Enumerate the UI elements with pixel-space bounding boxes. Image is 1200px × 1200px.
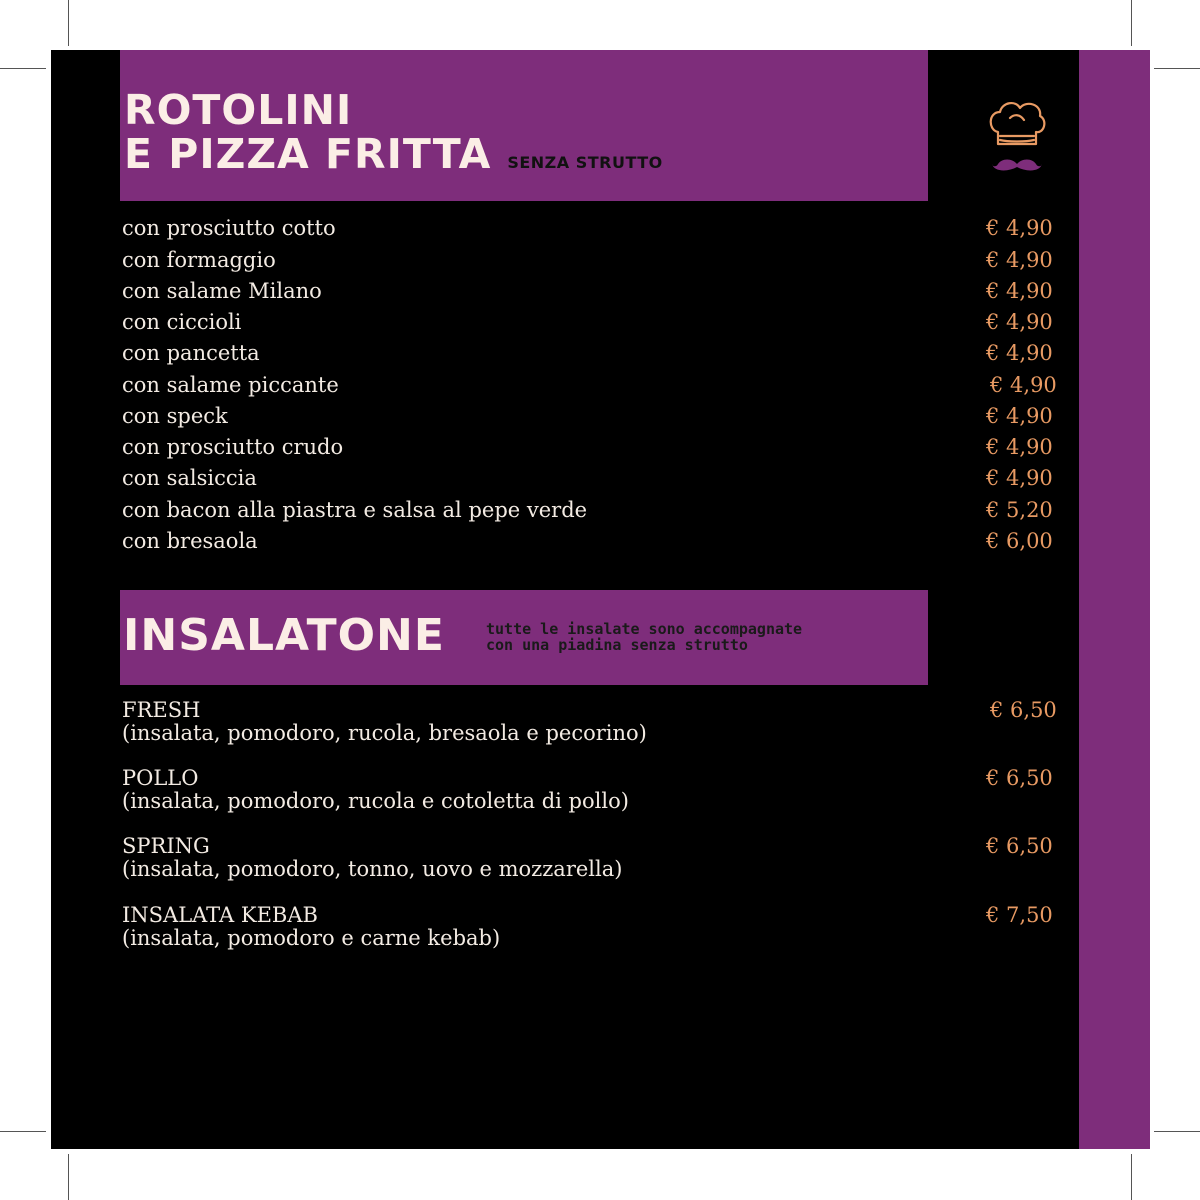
- section-header-rotolini: [120, 50, 928, 201]
- salad-price: € 7,50: [986, 903, 1053, 927]
- insalate-note-line-1: tutte le insalate sono accompagnate: [486, 620, 803, 638]
- item-price: € 4,90: [986, 341, 1053, 365]
- salad-name: POLLO: [122, 766, 199, 790]
- salad-price: € 6,50: [986, 834, 1053, 858]
- item-price: € 5,20: [986, 498, 1053, 522]
- salad-description: (insalata, pomodoro, rucola, bresaola e pecorino): [122, 721, 647, 745]
- salad-description: (insalata, pomodoro, rucola e cotoletta di pollo): [122, 789, 629, 813]
- salad-name: FRESH: [122, 698, 201, 722]
- item-price: € 4,90: [986, 310, 1053, 334]
- item-name: con salsiccia: [122, 466, 257, 490]
- item-name: con bresaola: [122, 529, 258, 553]
- crop-mark: [1154, 68, 1200, 69]
- salad-description: (insalata, pomodoro e carne kebab): [122, 926, 501, 950]
- crop-mark: [1131, 1154, 1132, 1200]
- item-price: € 4,90: [986, 279, 1053, 303]
- senza-strutto-note: SENZA STRUTTO: [507, 153, 663, 172]
- item-price: € 4,90: [986, 404, 1053, 428]
- item-name: con ciccioli: [122, 310, 242, 334]
- item-price: € 4,90: [990, 373, 1057, 397]
- title-line-2-text: E PIZZA FRITTA: [124, 130, 492, 178]
- title-line-1: ROTOLINI: [124, 86, 353, 134]
- salad-description: (insalata, pomodoro, tonno, uovo e mozzarella): [122, 857, 623, 881]
- item-name: con bacon alla piastra e salsa al pepe verde: [122, 498, 588, 522]
- crop-mark: [68, 0, 69, 46]
- insalate-note: [486, 621, 846, 653]
- salad-price: € 6,50: [990, 698, 1057, 722]
- item-price: € 4,90: [986, 435, 1053, 459]
- item-name: con salame Milano: [122, 279, 322, 303]
- salad-name: INSALATA KEBAB: [122, 903, 318, 927]
- crop-mark: [0, 1131, 46, 1132]
- salad-price: € 6,50: [986, 766, 1053, 790]
- chef-hat-mustache-icon: [986, 98, 1048, 178]
- item-name: con speck: [122, 404, 228, 428]
- crop-mark: [1154, 1131, 1200, 1132]
- crop-mark: [1131, 0, 1132, 46]
- side-stripe: [1079, 50, 1150, 1149]
- item-price: € 4,90: [986, 466, 1053, 490]
- item-name: con salame piccante: [122, 373, 339, 397]
- item-price: € 6,00: [986, 529, 1053, 553]
- item-price: € 4,90: [986, 248, 1053, 272]
- item-name: con prosciutto cotto: [122, 216, 336, 240]
- title-line-2: [124, 132, 663, 185]
- item-name: con prosciutto crudo: [122, 435, 344, 459]
- insalate-note-line-2: con una piadina senza strutto: [486, 636, 748, 654]
- item-name: con formaggio: [122, 248, 276, 272]
- section-header-insalatone: [120, 590, 928, 685]
- item-name: con pancetta: [122, 341, 260, 365]
- crop-mark: [68, 1154, 69, 1200]
- section-title-insalatone: INSALATONE: [123, 610, 445, 661]
- section-title-rotolini: [124, 88, 663, 185]
- crop-mark: [0, 68, 46, 69]
- salad-name: SPRING: [122, 834, 210, 858]
- item-price: € 4,90: [986, 216, 1053, 240]
- menu-page: [51, 50, 1150, 1149]
